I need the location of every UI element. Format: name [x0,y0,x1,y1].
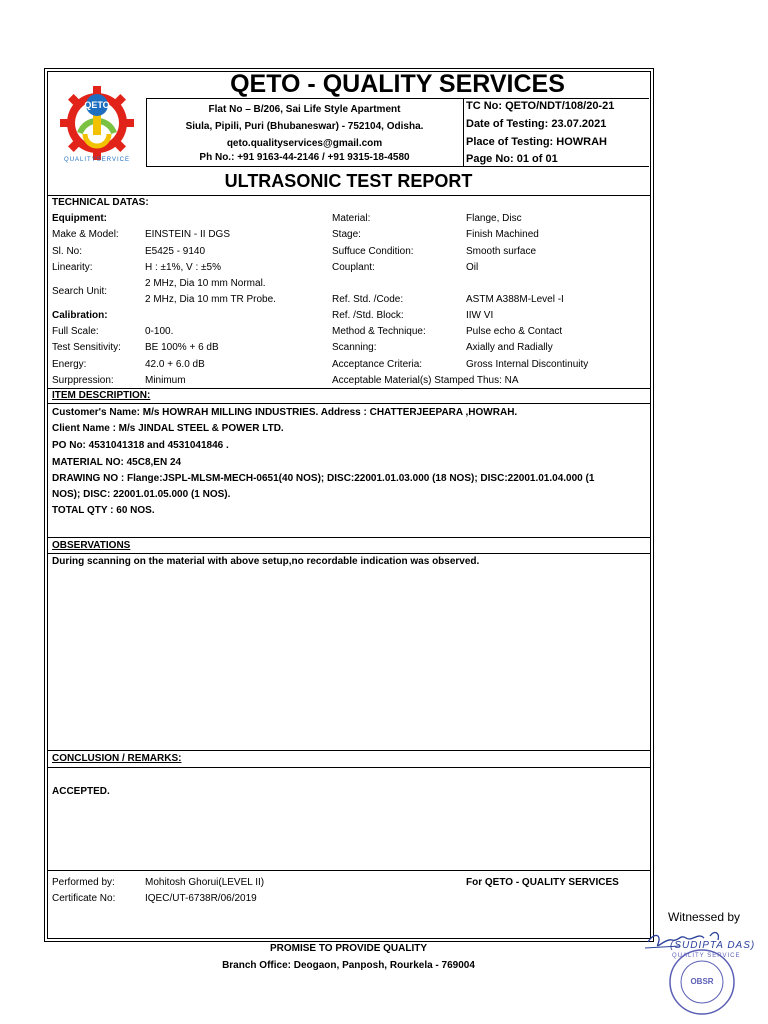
stage-value: Finish Machined [466,229,539,240]
technical-line-bottom [47,388,650,389]
date-of-testing: Date of Testing: 23.07.2021 [466,118,607,130]
total-quantity: TOTAL QTY : 60 NOS. [52,505,155,516]
stamp-ring-text: QUALITY SERVICE [672,953,741,959]
make-value: EINSTEIN - II DGS [145,229,231,240]
full-scale-label: Full Scale: [52,326,99,337]
stage-label: Stage: [332,229,361,240]
material-number: MATERIAL NO: 45C8,EN 24 [52,457,182,468]
item-heading: ITEM DESCRIPTION: [52,390,151,401]
suppression-label: Surppression: [52,375,114,386]
couplant-value: Oil [466,262,479,273]
drawing-number-2: NOS); DISC: 22001.01.05.000 (1 NOS). [52,489,231,500]
stamp-center-text: OBSR [690,977,714,986]
address-line-1: Flat No – B/206, Sai Life Style Apartment [208,104,401,115]
conclusion-heading-line [47,767,650,768]
sl-label: Sl. No: [52,246,83,257]
suppression-value: Minimum [145,375,186,386]
conclusion-text: ACCEPTED. [52,786,110,797]
method-value: Pulse echo & Contact [466,326,563,337]
footer-branch: Branch Office: Deogaon, Panposh, Rourkela - 769004 [222,960,475,971]
sl-value: E5425 - 9140 [145,246,206,257]
report-title: ULTRASONIC TEST REPORT [224,171,473,191]
scanning-value: Axially and Radially [466,342,553,353]
certificate-label: Certificate No: [52,893,116,904]
client-name: Client Name : M/s JINDAL STEEL & POWER LTD. [52,423,284,434]
company-logo [52,78,142,168]
certificate-value: IQEC/UT-6738R/06/2019 [145,893,257,904]
po-number: PO No: 4531041318 and 4531041846 . [52,440,229,451]
energy-value: 42.0 + 6.0 dB [145,359,205,370]
search-unit-value-1: 2 MHz, Dia 10 mm Normal. [145,278,266,289]
material-value: Flange, Disc [466,213,522,224]
conclusion-line-bottom [47,870,650,871]
acceptance-value: Gross Internal Discontinuity [466,359,589,370]
technical-heading: TECHNICAL DATAS: [52,197,149,208]
logo-text: QETO [84,100,110,110]
full-scale-value: 0-100. [145,326,174,337]
drawing-number-1: DRAWING NO : Flange:JSPL-MLSM-MECH-0651(40 NOS); DISC:22001.01.03.000 (18 NOS); DISC:22001.01.04.000 (1 [52,473,595,484]
observations-line-bottom [47,750,650,751]
surface-condition-label: Suffuce Condition: [332,246,414,257]
header-line-bottom [146,166,649,167]
observations-text: During scanning on the material with above setup,no recordable indication was observed. [52,556,480,567]
search-unit-label: Search Unit: [52,286,108,297]
conclusion-heading: CONCLUSION / REMARKS: [52,753,182,764]
acceptance-label: Acceptance Criteria: [332,359,423,370]
performed-by-value: Mohitosh Ghorui(LEVEL II) [145,877,265,888]
witnessed-by-label: Witnessed by [668,910,741,924]
item-line-bottom [47,537,650,538]
tc-number: TC No: QETO/NDT/108/20-21 [466,100,615,112]
for-company: For QETO - QUALITY SERVICES [466,877,619,888]
material-label: Material: [332,213,371,224]
footer-promise: PROMISE TO PROVIDE QUALITY [269,943,428,954]
test-sensitivity-label: Test Sensitivity: [52,342,121,353]
equipment-label: Equipment: [52,213,107,224]
ref-block-value: IIW VI [466,310,494,321]
energy-label: Energy: [52,359,87,370]
address-line-2: Siula, Pipili, Puri (Bhubaneswar) - 752104, Odisha. [185,121,424,132]
test-sensitivity-value: BE 100% + 6 dB [145,342,219,353]
linearity-label: Linearity: [52,262,93,273]
method-label: Method & Technique: [332,326,426,337]
title-line-bottom [47,195,650,196]
performed-by-label: Performed by: [52,877,115,888]
make-label: Make & Model: [52,229,119,240]
linearity-value: H : ±1%, V : ±5% [145,262,222,273]
logo-ring-text: QUALITYSERVICE [64,157,130,163]
header-divider-right [463,98,464,167]
search-unit-value-2: 2 MHz, Dia 10 mm TR Probe. [145,294,276,305]
observations-heading: OBSERVATIONS [52,540,131,551]
witness-name: (SUDIPTA DAS) [670,940,756,951]
gear-logo-icon [52,78,142,168]
observations-heading-line [47,553,650,554]
company-title: QETO - QUALITY SERVICES [230,70,565,98]
ref-std-label: Ref. Std. /Code: [332,294,404,305]
item-heading-line [47,403,650,404]
witness-stamp [668,948,741,1016]
stamped-label: Acceptable Material(s) Stamped Thus: NA [332,375,519,386]
calibration-label: Calibration: [52,310,108,321]
couplant-label: Couplant: [332,262,375,273]
ref-block-label: Ref. /Std. Block: [332,310,404,321]
ref-std-value: ASTM A388M-Level -I [466,294,564,305]
place-of-testing: Place of Testing: HOWRAH [466,136,607,148]
email: qeto.qualityservices@gmail.com [226,138,383,149]
phone: Ph No.: +91 9163-44-2146 / +91 9315-18-4580 [199,152,410,163]
surface-condition-value: Smooth surface [466,246,537,257]
customer-name: Customer's Name: M/s HOWRAH MILLING INDUSTRIES. Address : CHATTERJEEPARA ,HOWRAH. [52,407,518,418]
page-number: Page No: 01 of 01 [466,153,558,165]
scanning-label: Scanning: [332,342,377,353]
